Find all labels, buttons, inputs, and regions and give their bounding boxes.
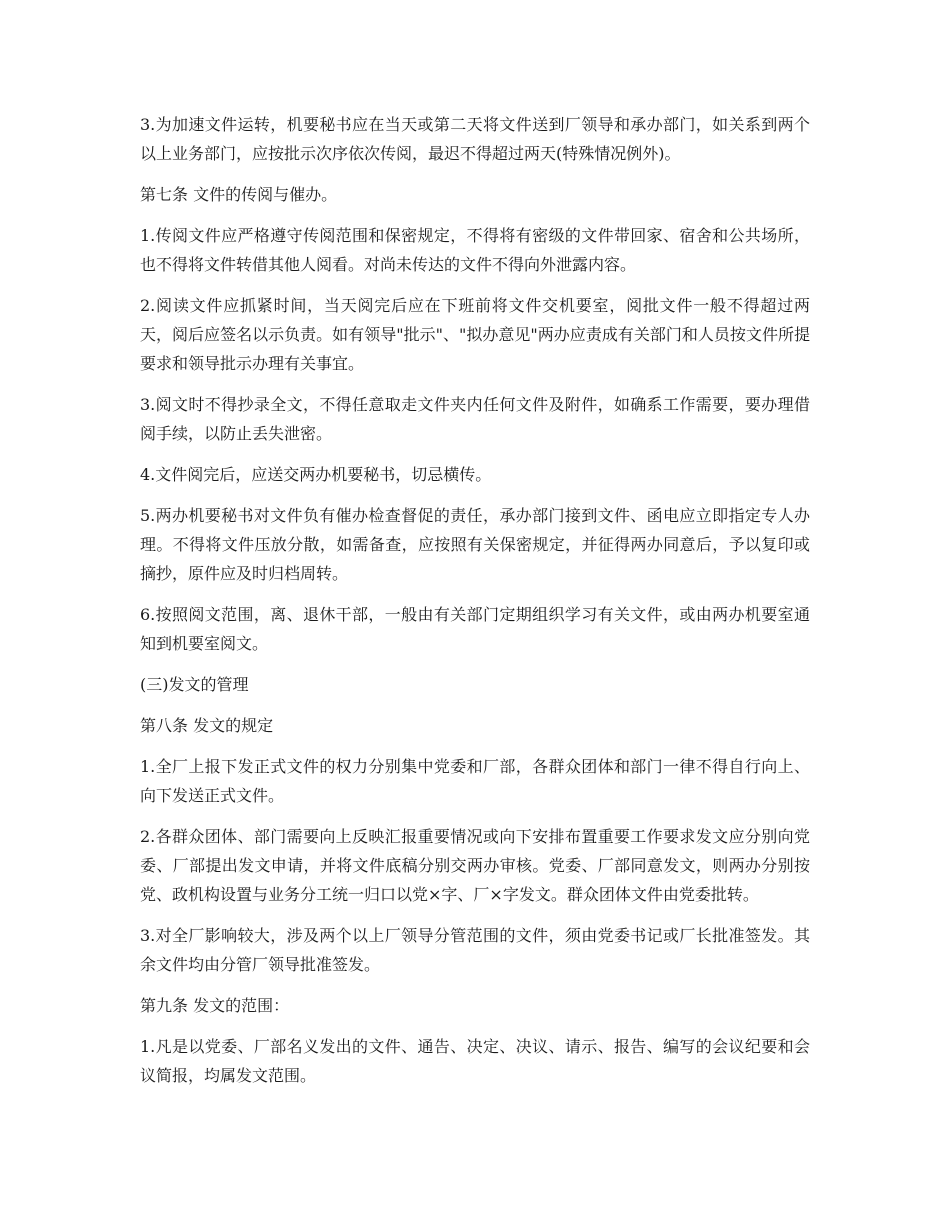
paragraph-filing-speed: 3.为加速文件运转，机要秘书应在当天或第二天将文件送到厂领导和承办部门，如关系到两个以上业务部门，应按批示次序依次传阅，最迟不得超过两天(特殊情况例外)。 (140, 115, 810, 163)
heading-article-7: 第七条 文件的传阅与催办。 (140, 185, 338, 204)
paragraph-issuing-scope: 1.凡是以党委、厂部名义发出的文件、通告、决定、决议、请示、报告、编写的会议纪要和会议简报，均属发文范围。 (140, 1037, 810, 1085)
paragraph-reading-time: 2.阅读文件应抓紧时间，当天阅完后应在下班前将文件交机要室，阅批文件一般不得超过两天，阅后应签名以示负责。如有领导"批示"、"拟办意见"两办应责成有关部门和人员按文件所提要求和领导批示办理有关事宜。 (140, 296, 810, 373)
paragraph-return-files: 4.文件阅完后，应送交两办机要秘书，切忌横传。 (140, 465, 492, 484)
heading-article-8: 第八条 发文的规定 (140, 716, 274, 735)
paragraph-issuing-request: 2.各群众团体、部门需要向上反映汇报重要情况或向下安排布置重要工作要求发文应分别向党委、厂部提出发文申请，并将文件底稿分别交两办审核。党委、厂部同意发文，则两办分别按党、政机构设置与业务分工统一归口以党×字、厂×字发文。群众团体文件由党委批转。 (140, 827, 810, 904)
paragraph-retired-reading: 6.按照阅文范围，离、退休干部，一般由有关部门定期组织学习有关文件，或由两办机要室通知到机要室阅文。 (140, 605, 810, 653)
heading-article-9: 第九条 发文的范围： (140, 996, 290, 1015)
heading-outgoing-management: (三)发文的管理 (140, 675, 249, 694)
paragraph-approval-signing: 3.对全厂影响较大，涉及两个以上厂领导分管范围的文件，须由党委书记或厂长批准签发。其余文件均由分管厂领导批准签发。 (140, 926, 810, 974)
paragraph-issuing-authority: 1.全厂上报下发正式文件的权力分别集中党委和厂部，各群众团体和部门一律不得自行向上、向下发送正式文件。 (140, 757, 810, 805)
document-body (140, 110, 810, 1102)
paragraph-no-copying: 3.阅文时不得抄录全文，不得任意取走文件夹内任何文件及附件，如确系工作需要，要办理借阅手续，以防止丢失泄密。 (140, 395, 810, 443)
paragraph-urging-duty: 5.两办机要秘书对文件负有催办检查督促的责任，承办部门接到文件、函电应立即指定专人办理。不得将文件压放分散，如需备查，应按照有关保密规定，并征得两办同意后，予以复印或摘抄，原件应及时归档周转。 (140, 506, 810, 583)
paragraph-circulation-scope: 1.传阅文件应严格遵守传阅范围和保密规定，不得将有密级的文件带回家、宿舍和公共场所，也不得将文件转借其他人阅看。对尚未传达的文件不得向外泄露内容。 (140, 226, 810, 274)
